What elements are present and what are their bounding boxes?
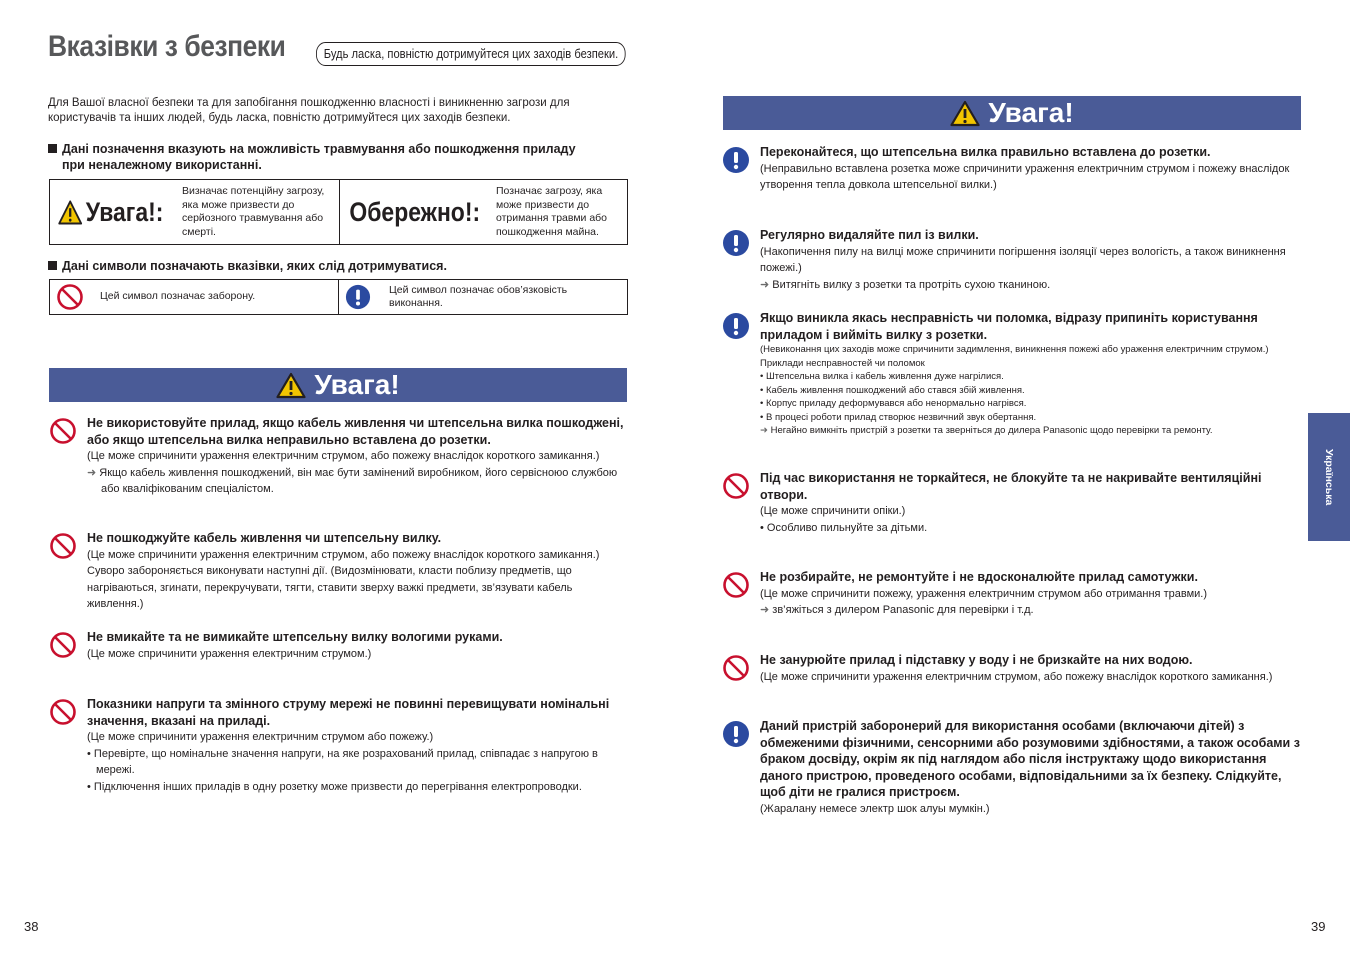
right-item-4 [722,470,1302,536]
left-item-3 [49,629,629,662]
item-heading: Не занурюйте прилад і підставку у воду і не бризкайте на них водою. [760,653,1193,667]
left-item-2 [49,530,629,613]
item-arrow-line: ➜ зв’яжіться з дилером Panasonic для перевірки і т.д. [760,604,1034,616]
prohibited-icon [49,417,77,445]
legend-mandatory-cell [338,280,627,314]
item-arrow-line: ➜ Негайно вимкніть пристрій з розетки та зверніться до дилера Panasonic щодо перевірки та ремонту. [760,425,1213,436]
legend-warning-cell [50,180,339,244]
arrow-icon: ➜ [760,278,773,291]
section2-heading: Дані символи позначають вказівки, яких слід дотримуватися. [48,258,447,274]
item-bullet: • Перевірте, що номінальне значення напруги, на яке розрахований прилад, співпадає з напругою в мережі. [87,747,598,776]
prohibited-icon [722,654,750,682]
square-bullet-icon [48,261,57,270]
right-item-7 [722,718,1302,817]
item-note: (Неправильно вставлена розетка може спричинити ураження електричним струмом і пожежу внаслідок утворення тепла довкола штепсельної вилки.) [760,162,1290,191]
intro-paragraph: Для Вашої власної безпеки та для запобігання пошкодженню власності і виникненню загрози для користувачів та інших людей, будь ласка, повністю дотримуйтеся цих заходів безпеки. [48,97,570,124]
item-heading: Не використовуйте прилад, якщо кабель живлення чи штепсельна вилка пошкоджені, або якщо штепсельна вилка неправильно вставлена до розетки. [87,416,624,447]
item-examples: Приклади несправностей чи поломок [760,357,925,369]
arrow-icon: ➜ [760,604,773,616]
item-arrow-line: ➜ Витягніть вилку з розетки та протріть сухою тканиною. [760,278,1051,291]
item-heading: Даний пристрій заборонерий для використання особами (включаючи дітей) з обмеженими фізичними, сенсорними або розумовими здібностями, а також особами з браком досвіду, окрім як під наглядом або після інструктажу щодо використання даного пристрою, проведеного особами, відповідальними за їх безпеку. Слідкуйте, щоб діти не гралися пристроєм. [760,719,1300,799]
legend-caution-cell [339,180,627,244]
right-item-2 [722,227,1302,293]
left-warning-banner: Увага! [49,368,627,402]
item-extra: Суворо забороняється виконувати наступні дії. (Видозмінювати, класти поблизу предметів, що нагріваються, згинати, перекручувати, тягти, ставити зверху важкі предмети, зв’язувати кабель живлення.) [87,565,573,610]
item-bullet: • Особливо пильнуйте за дітьми. [760,521,928,534]
item-note: (Це може спричинити ураження електричним струмом.) [87,647,372,660]
prohibited-icon [49,631,77,659]
mandatory-icon [722,312,750,340]
item-heading: Показники напруги та змінного струму мережі не повинні перевищувати номінальні значення, вказані на приладі. [87,697,610,728]
item-heading: Не розбирайте, не ремонтуйте і не вдосконалюйте прилад самотужки. [760,570,1198,584]
prohibited-icon [49,532,77,560]
item-heading: Під час використання не торкайтеся, не блокуйте та не накривайте вентиляційні отвори. [760,471,1262,502]
item-heading: Не пошкоджуйте кабель живлення чи штепсельну вилку. [87,531,442,545]
item-note: (Це може спричинити ураження електричним струмом або пожежу.) [87,731,434,743]
subtitle: Будь ласка, повністю дотримуйтеся цих заходів безпеки. [316,42,626,66]
item-bullet: • Корпус приладу деформувався або ненормально нагрівся. [760,398,1027,409]
legend-symbols [49,279,628,315]
item-heading: Якщо виникла якась несправність чи поломка, відразу припиніть користування приладом і вийміть вилку з розетки. [760,311,1258,342]
caution-label: Обережно!: [346,197,474,228]
warning-triangle-icon [58,199,82,226]
right-item-5 [722,569,1302,619]
item-note: (Це може спричинити ураження електричним струмом, або пожежу внаслідок короткого замикання.) [760,670,1273,683]
arrow-icon: ➜ [87,466,100,479]
item-bullet: • Кабель живлення пошкоджений або стався збій живлення. [760,384,1025,396]
right-item-1 [722,144,1302,194]
item-bullet: • Підключення інших приладів в одну розетку може призвести до перегрівання електропроводки. [87,780,582,793]
item-arrow-line: ➜ Якщо кабель живлення пошкоджений, він має бути замінений виробником, його сервісноюо службою або кваліфікованим спеціалістом. [87,466,618,495]
warning-desc: Визначає потенційну загрозу, яка може призвести до серйозного травмування або смерті. [182,185,325,238]
warning-triangle-icon [950,100,980,127]
prohibited-icon [722,472,750,500]
language-side-tab: Українська [1308,413,1350,541]
right-warning-banner: Увага! [723,96,1301,130]
item-note: (Невиконання цих заходів може спричинити задимлення, виникнення пожежі або ураження електричним струмом.) [760,344,1269,355]
mandatory-icon [722,229,750,257]
item-note: (Жаралану немесе электр шок алуы мумкін.) [760,802,990,815]
left-item-1 [49,415,629,498]
right-item-3 [722,310,1302,438]
item-note: (Накопичення пилу на вилці може спричинити погіршення ізоляції через вологість, а також виникнення пожежі.) [760,245,1286,274]
item-heading: Переконайтеся, що штепсельна вилка правильно вставлена до розетки. [760,145,1211,159]
item-bullet: • Штепсельна вилка і кабель живлення дуже нагрілися. [760,371,1004,382]
arrow-icon: ➜ [760,425,771,436]
prohibited-icon [49,698,77,726]
item-note: (Це може спричинити опіки.) [760,505,906,517]
page-number-right: 39 [1311,919,1326,934]
item-heading: Регулярно видаляйте пил із вилки. [760,228,979,242]
page-number-left: 38 [24,919,39,934]
mandatory-desc: Цей символ позначає обов’язковість виконання. [389,283,568,309]
section1-heading: Дані позначення вказують на можливість травмування або пошкодження приладу при неналежному використанні. [48,141,638,173]
prohibited-desc: Цей символ позначає заборону. [100,290,256,303]
right-item-6 [722,652,1302,685]
item-note: (Це може спричинити ураження електричним струмом, або пожежу внаслідок короткого замикання.) [87,450,600,462]
left-item-4 [49,696,629,795]
caution-desc: Позначає загрозу, яка може призвести до отримання травми або пошкодження майна. [496,185,608,238]
mandatory-icon [722,146,750,174]
legend-prohibited-cell [50,280,338,314]
square-bullet-icon [48,144,57,153]
item-note: (Це може спричинити ураження електричним струмом, або пожежу внаслідок короткого замикання.) [87,548,600,561]
prohibited-icon [56,283,84,311]
item-heading: Не вмикайте та не вимикайте штепсельну вилку вологими руками. [87,630,503,644]
mandatory-icon [345,284,371,310]
page-title: Вказівки з безпеки [48,30,286,63]
mandatory-icon [722,720,750,748]
item-bullet: • В процесі роботи прилад створює незвичний звук обертання. [760,411,1037,423]
prohibited-icon [722,571,750,599]
legend-warning-caution [49,179,628,245]
item-note: (Це може спричинити пожежу, ураження електричним струмом або отримання травми.) [760,587,1207,600]
warning-label: Увага!: [58,197,163,228]
warning-triangle-icon [276,372,306,399]
